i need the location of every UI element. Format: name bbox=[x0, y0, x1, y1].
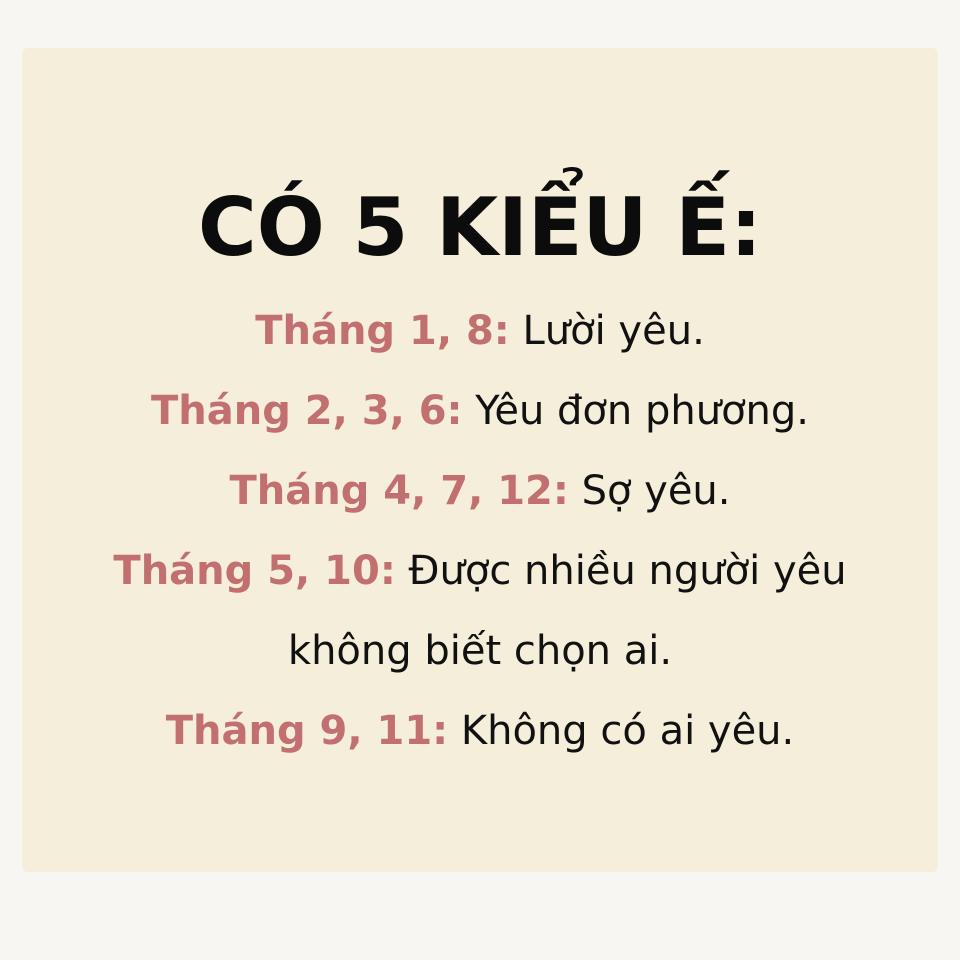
item-text: không biết chọn ai. bbox=[287, 628, 673, 674]
list-item-continuation bbox=[0, 624, 960, 678]
list-item bbox=[0, 544, 960, 598]
item-text: Không có ai yêu. bbox=[448, 708, 795, 754]
list-item bbox=[0, 704, 960, 758]
headline: CÓ 5 KIỂU Ế: bbox=[198, 181, 762, 274]
list-item bbox=[0, 464, 960, 518]
zodiac-list bbox=[0, 304, 960, 784]
month-label: Tháng 2, 3, 6: bbox=[151, 388, 463, 434]
month-label: Tháng 5, 10: bbox=[113, 548, 396, 594]
month-label: Tháng 1, 8: bbox=[255, 308, 510, 354]
item-text: Sợ yêu. bbox=[568, 468, 731, 514]
list-item bbox=[0, 304, 960, 358]
item-text: Lười yêu. bbox=[509, 308, 705, 354]
month-label: Tháng 9, 11: bbox=[165, 708, 449, 754]
item-text: Được nhiều người yêu bbox=[395, 548, 847, 594]
item-text: Yêu đơn phương. bbox=[462, 388, 809, 434]
month-label: Tháng 4, 7, 12: bbox=[229, 468, 569, 514]
list-item bbox=[0, 384, 960, 438]
